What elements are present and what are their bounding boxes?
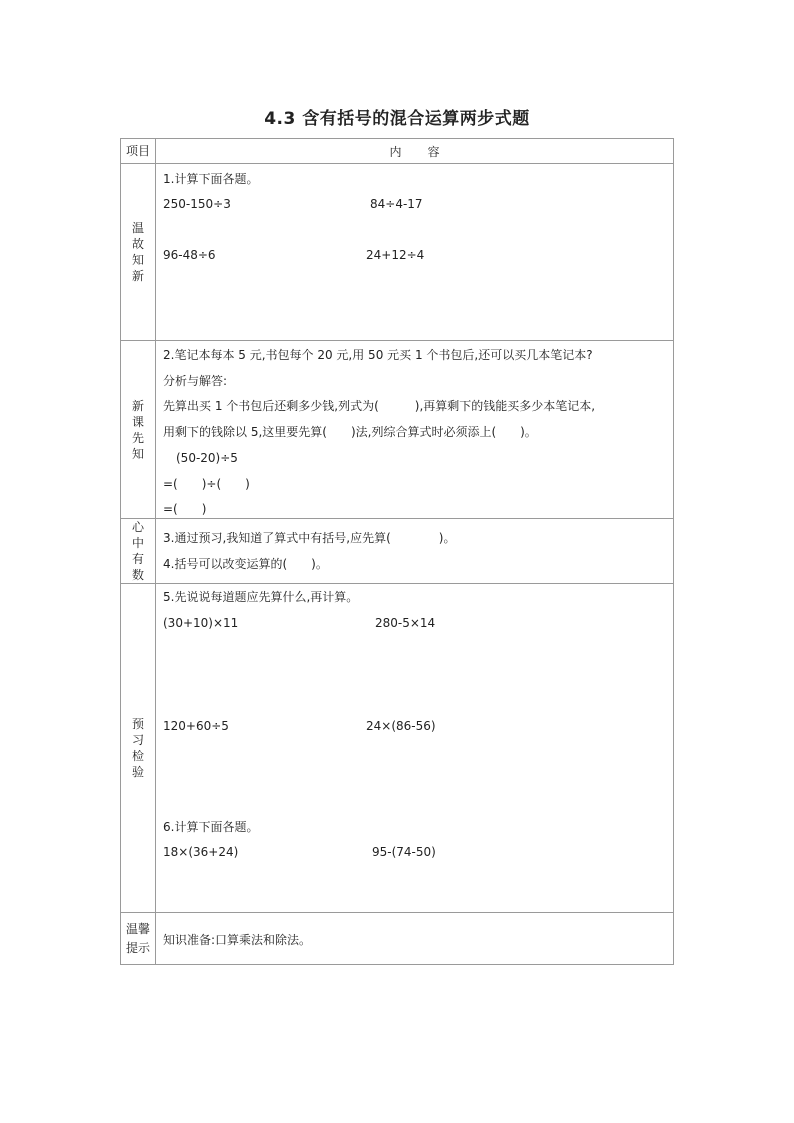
header-item: 项目 [121,139,156,164]
expr-5a: (30+10)×11 [163,616,239,630]
question-4: 4.括号可以改变运算的( )。 [163,557,328,571]
expr-1b: 84÷4-17 [370,197,423,211]
expr-5d: 24×(86-56) [366,719,436,733]
content-tip [156,913,674,965]
calc-step-3: =( ) [163,502,207,516]
calc-step-2: =( )÷( ) [163,477,250,491]
question-5: 5.先说说每道题应先算什么,再计算。 [163,590,359,604]
worksheet-table [120,138,674,965]
content-mind [156,519,674,584]
question-2: 2.笔记本每本 5 元,书包每个 20 元,用 50 元买 1 个书包后,还可以买几本笔记本? [163,348,593,362]
content-new [156,341,674,519]
section-tip [121,913,674,965]
section-review [121,164,674,341]
expr-1d: 24+12÷4 [366,248,425,262]
label-new: 新课先知 [121,341,156,519]
section-mind [121,519,674,584]
expr-1c: 96-48÷6 [163,248,216,262]
label-mind: 心中有数 [121,519,156,584]
question-3: 3.通过预习,我知道了算式中有括号,应先算( )。 [163,531,456,545]
expr-6b: 95-(74-50) [372,845,436,859]
section-check [121,584,674,913]
tip-text: 知识准备:口算乘法和除法。 [163,933,312,947]
analysis-line-1: 先算出买 1 个书包后还剩多少钱,列式为( ),再算剩下的钱能买多少本笔记本, [163,399,596,413]
question-6: 6.计算下面各题。 [163,820,259,834]
expr-1a: 250-150÷3 [163,197,231,211]
expr-5b: 280-5×14 [375,616,436,630]
calc-step-1: (50-20)÷5 [176,451,238,465]
analysis-label: 分析与解答: [163,374,228,388]
label-check: 预习检验 [121,584,156,913]
question-1: 1.计算下面各题。 [163,172,259,186]
page-title: 4.3 含有括号的混合运算两步式题 [264,109,530,129]
label-tip: 温馨 提示 [121,913,156,965]
header-content: 内容 [156,139,674,164]
table-header-row [121,139,674,164]
label-review: 温故知新 [121,164,156,341]
section-new [121,341,674,519]
analysis-line-2: 用剩下的钱除以 5,这里要先算( )法,列综合算式时必须添上( )。 [163,425,537,439]
expr-5c: 120+60÷5 [163,719,229,733]
content-check [156,584,674,913]
expr-6a: 18×(36+24) [163,845,239,859]
content-review [156,164,674,341]
